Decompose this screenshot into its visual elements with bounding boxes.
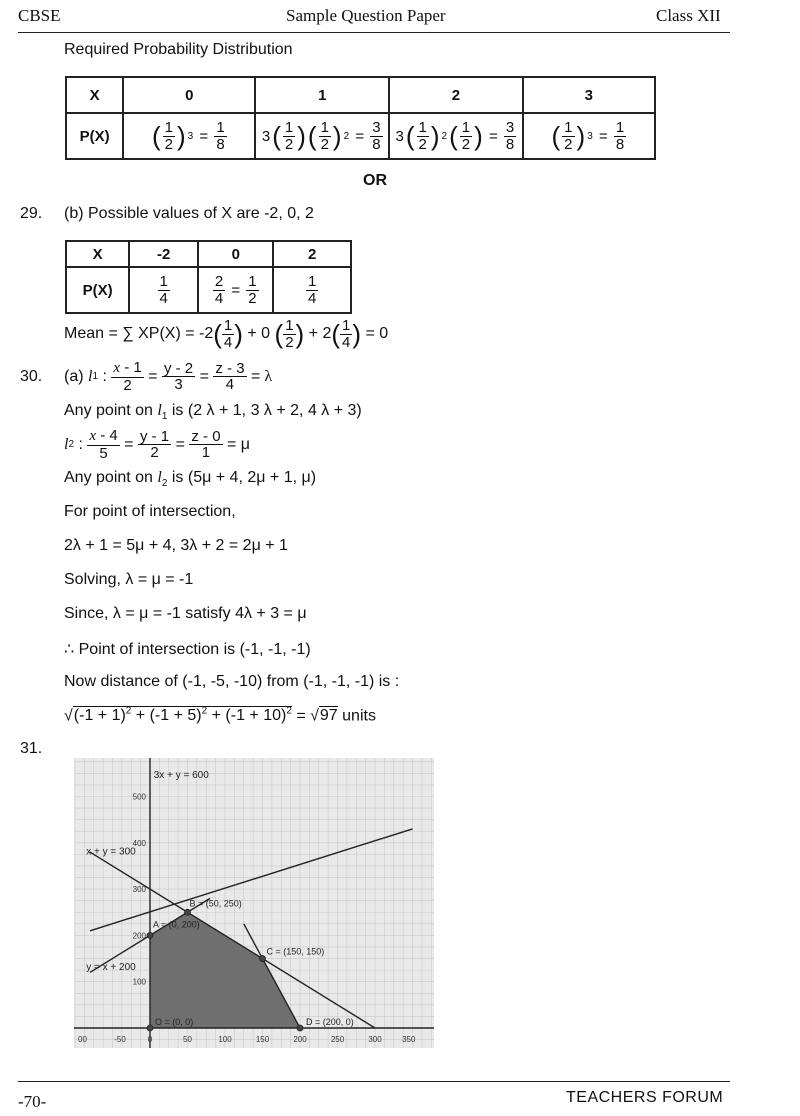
question-number-30: 30.: [20, 368, 43, 385]
or-separator: OR: [363, 172, 387, 189]
distance-unit: units: [342, 707, 376, 725]
y-tick-label: 400: [132, 838, 146, 848]
q30-line: ∴ Point of intersection is (-1, -1, -1): [64, 641, 311, 658]
table1-prob-cell: 3 ( $\frac{1}{2}$ ) ( $\frac{1}{2}$ ) 2 = $\frac{3}{8}$: [255, 113, 389, 159]
table1-x-label: X: [66, 77, 123, 113]
q30-line-l1: (a) l 1 : $\frac{x - 1}{2}$ = $\frac{y - 2}{3}$ = $\frac{z - 3}{4}$ = λ: [64, 359, 273, 394]
table2-col: 0: [198, 241, 273, 267]
vertex-point: [185, 909, 191, 915]
vertex-point: [147, 1025, 153, 1031]
line-label: x + y = 300: [86, 846, 136, 858]
x-tick-label: 200: [293, 1035, 307, 1044]
table2-prob-cell: $\frac{1}{4}$: [273, 267, 351, 313]
q30-line: Since, λ = μ = -1 satisfy 4λ + 3 = μ: [64, 605, 307, 622]
table2-p-label: P(X): [66, 267, 129, 313]
mean-expression: ∑ XP(X) = -2: [122, 325, 214, 343]
y-tick-label: 100: [132, 977, 146, 987]
x-tick-label: 100: [218, 1035, 232, 1044]
y-tick-label: 500: [132, 792, 146, 802]
q30-distance-formula: $√(-1 + 1)^2 + (-1 + 5)^2 + (-1 + 10)^2 = √97$ units: [64, 706, 376, 725]
q30-line: Now distance of (-1, -5, -10) from (-1, -1, -1) is :: [64, 673, 400, 690]
table2-x-label: X: [66, 241, 129, 267]
x-tick-label: 350: [402, 1035, 416, 1044]
table1-col: 2: [389, 77, 523, 113]
x-tick-label: 150: [255, 1035, 270, 1044]
vertex-point: [260, 956, 266, 962]
x-tick-label: 300: [368, 1035, 382, 1044]
table1-col: 3: [523, 77, 655, 113]
table1-prob-cell: 3 ( $\frac{1}{2}$ ) 2 ( $\frac{1}{2}$ ) = $\frac{3}{8}$: [389, 113, 523, 159]
q30-line: Solving, λ = μ = -1: [64, 571, 194, 588]
header-left: CBSE: [18, 6, 61, 25]
l2-point-expression: is (5μ + 4, 2μ + 1, μ): [171, 469, 317, 486]
table2-col: -2: [129, 241, 198, 267]
vertex-label: O = (0, 0): [155, 1017, 194, 1027]
q30-line: 2λ + 1 = 5μ + 4, 3λ + 2 = 2μ + 1: [64, 537, 288, 554]
header-right: Class XII: [656, 6, 721, 25]
vertex-label: D = (200, 0): [306, 1017, 354, 1027]
q30-any-point-l2: Any point on $l_2$ is (5μ + 4, 2μ + 1, μ): [64, 469, 317, 490]
vertex-label: B = (50, 250): [189, 898, 242, 909]
table1-prob-cell: ( $\frac{1}{2}$ ) 3 = $\frac{1}{8}$: [523, 113, 655, 159]
mean-prefix: Mean =: [64, 325, 123, 343]
vertex-label: C = (150, 150): [266, 946, 325, 957]
q29-mean: Mean = ∑ XP(X) = -2 ( $\frac{1}{4}$ ) + 0 ( $\frac{1}{2}$ ) + 2 ( $\frac{1}{4}$ ) = 0: [64, 317, 389, 351]
x-tick-label: 50: [183, 1035, 192, 1044]
footer-brand: TEACHERS FORUM: [566, 1089, 724, 1106]
vertex-point: [297, 1025, 303, 1031]
vertex-point: [147, 932, 153, 938]
y-tick-label: 300: [132, 885, 146, 895]
probability-table-2: [65, 240, 352, 314]
vertex-label: A = (0, 200): [153, 919, 200, 930]
q29-statement: (b) Possible values of X are -2, 0, 2: [64, 205, 314, 222]
q30-line-l2: l 2 : $\frac{x - 4}{5}$ = $\frac{y - 1}{2}$ = $\frac{z - 0}{1}$ = μ: [64, 427, 251, 462]
question-number-31: 31.: [20, 740, 43, 757]
page-number: -70-: [18, 1092, 47, 1111]
distribution-heading: Required Probability Distribution: [64, 41, 293, 58]
header-title: Sample Question Paper: [286, 6, 446, 25]
x-tick-label: -50: [114, 1035, 126, 1044]
line-label: 3x + y = 600: [153, 769, 209, 781]
table1-col: 1: [255, 77, 389, 113]
x-tick-label: 0: [147, 1035, 153, 1044]
table1-prob-cell: ( $\frac{1}{2}$ ) 3 = $\frac{1}{8}$: [123, 113, 255, 159]
l1-point-expression: is (2 λ + 1, 3 λ + 2, 4 λ + 3): [171, 402, 362, 419]
y-tick-label: 200: [132, 931, 146, 941]
table2-prob-cell: $\frac{2}{4}$ = $\frac{1}{2}$: [198, 267, 273, 313]
x-tick-label: 250: [330, 1035, 345, 1044]
line-label: y = x + 200: [86, 962, 136, 974]
question-number-29: 29.: [20, 205, 43, 222]
table2-col: 2: [273, 241, 351, 267]
x-tick-label: 00: [78, 1035, 87, 1044]
q30-any-point-l1: Any point on $l_1$ is (2 λ + 1, 3 λ + 2, 4 λ + 3): [64, 402, 362, 423]
lpp-graph: [74, 758, 434, 1048]
table1-p-label: P(X): [66, 113, 123, 159]
footer-rule: [18, 1081, 730, 1082]
q30-line: For point of intersection,: [64, 503, 236, 520]
table1-col: 0: [123, 77, 255, 113]
table2-prob-cell: $\frac{1}{4}$: [129, 267, 198, 313]
probability-table-1: [65, 76, 656, 160]
header-rule: [18, 32, 730, 33]
